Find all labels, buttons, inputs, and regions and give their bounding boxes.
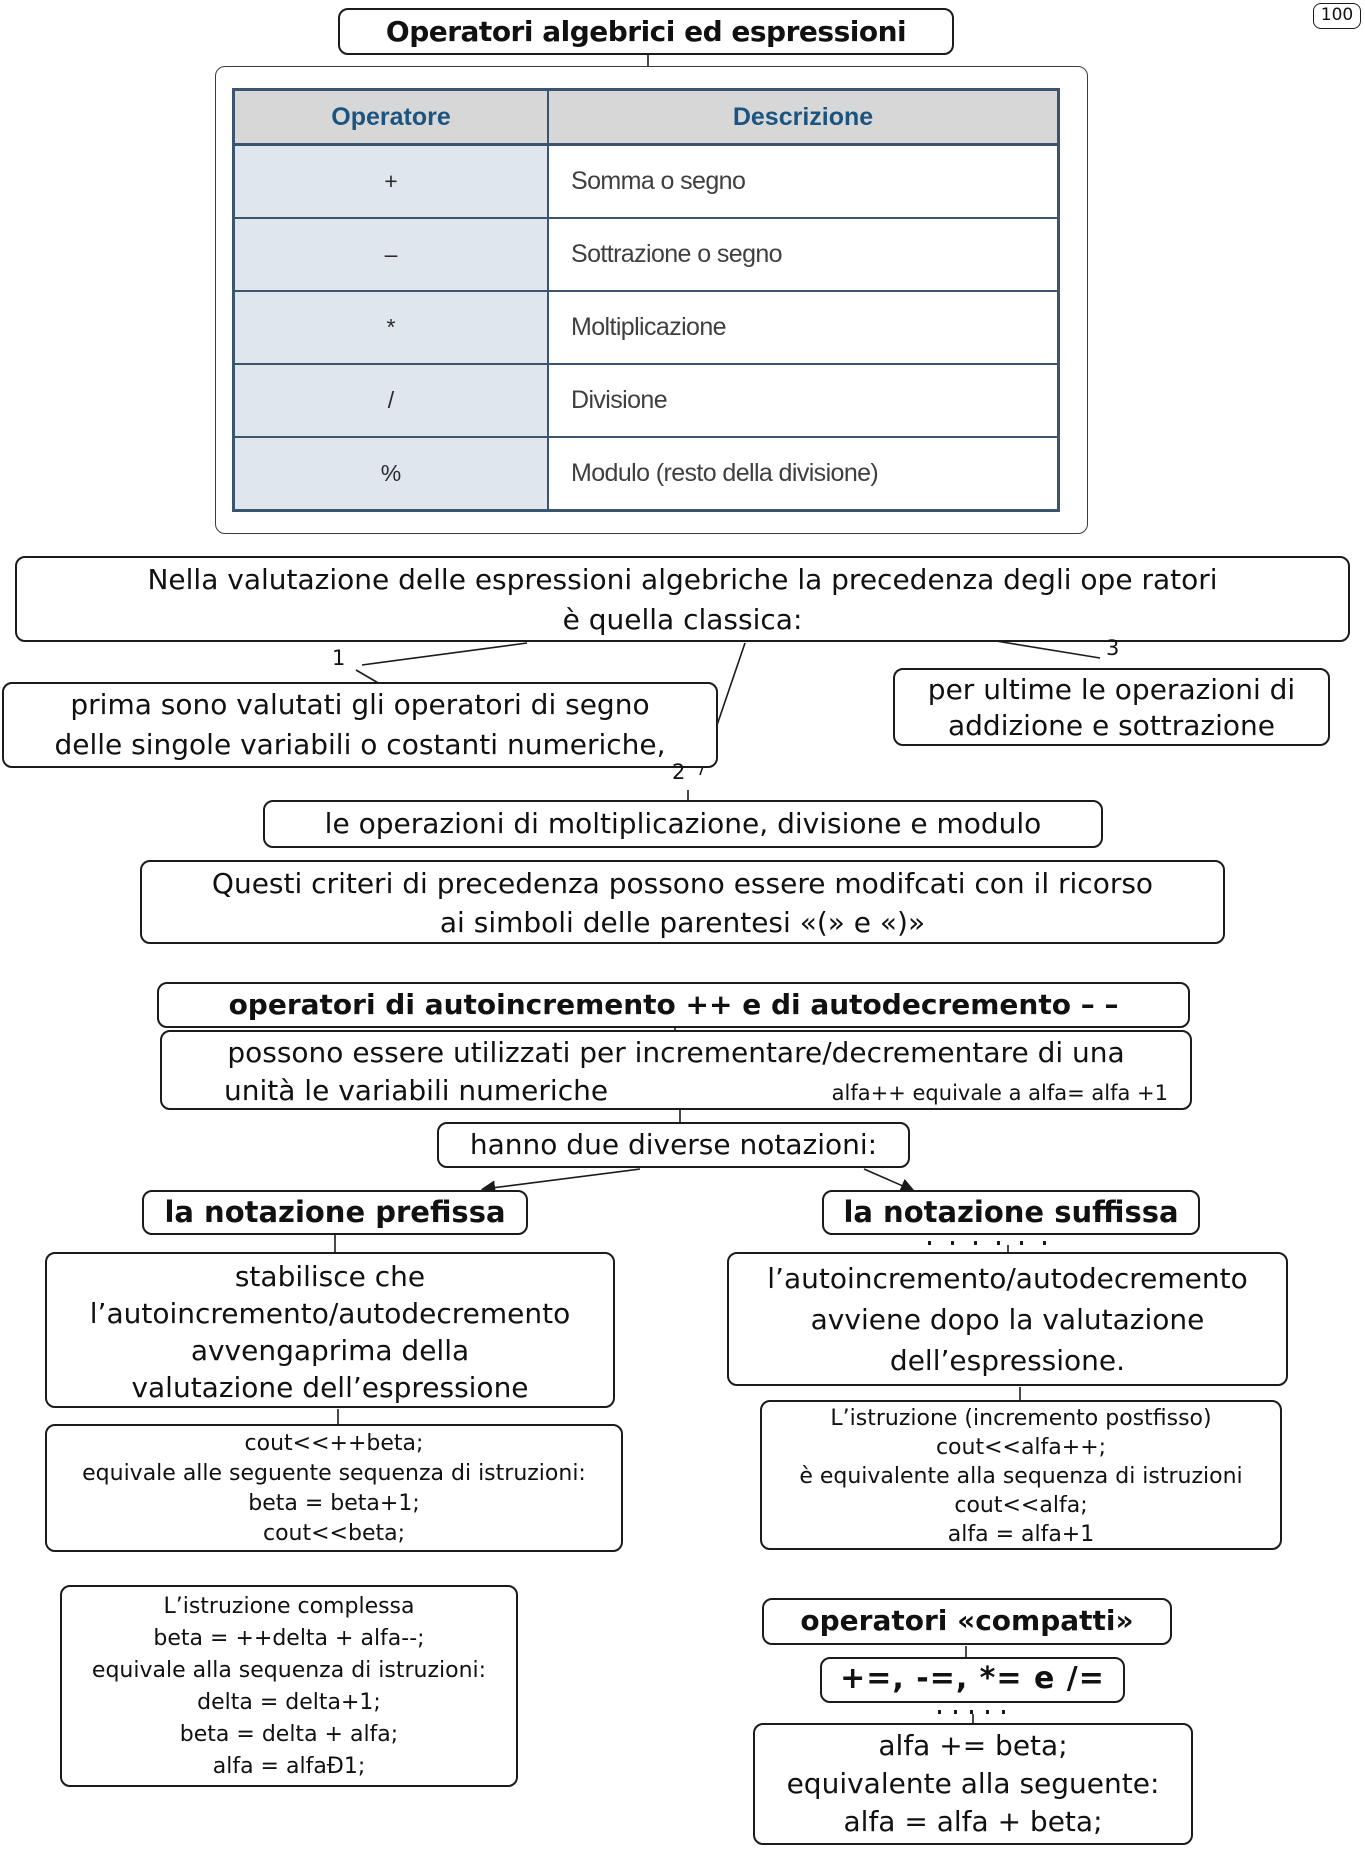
prefix-example-line: beta = beta+1; (248, 1491, 420, 1516)
complex-example-line: beta = ++delta + alfa--; (153, 1626, 425, 1651)
notations-box: hanno due diverse notazioni: (437, 1122, 910, 1168)
first-line: prima sono valutati gli operatori di segno (70, 688, 650, 721)
first-line: delle singole variabili o costanti numeriche, (54, 728, 666, 761)
autoincrement-desc-line: possono essere utilizzati per incrementare/decrementare di una (227, 1036, 1125, 1069)
intro-line: è quella classica: (562, 603, 803, 636)
prefix-desc-line: avvengaprima della (190, 1334, 470, 1367)
prefix-desc-line: l’autoincremento/autodecremento (89, 1297, 571, 1330)
compact-example-line: alfa = alfa + beta; (843, 1805, 1103, 1838)
prefix-example-line: cout<<++beta; (244, 1431, 424, 1456)
autoincrement-desc-box (160, 1030, 1192, 1110)
table-row (234, 291, 1059, 364)
suffix-notation-title-box: la notazione suffissa (822, 1190, 1200, 1235)
precedence-first-box (2, 682, 718, 768)
intro-line: Nella valutazione delle espressioni algebriche la precedenza degli ope ratori (147, 563, 1218, 596)
page-number-badge: 100 (1313, 3, 1361, 29)
complex-example-line: beta = delta + alfa; (179, 1722, 399, 1747)
prefix-example-line: equivale alle seguente sequenza di istruzioni: (82, 1461, 586, 1486)
operators-table-container (215, 66, 1088, 534)
complex-example-line: L’istruzione complessa (163, 1594, 415, 1619)
suffix-desc-line: avviene dopo la valutazione (810, 1303, 1205, 1336)
description-cell: Divisione (548, 364, 1059, 437)
operators-table (232, 88, 1060, 512)
complex-example-line: equivale alla sequenza di istruzioni: (91, 1658, 487, 1683)
precedence-second-box (263, 800, 1103, 848)
prefix-notation-title-box: la notazione prefissa (142, 1190, 528, 1235)
suffix-desc-line: dell’espressione. (889, 1344, 1126, 1377)
connector-intro-3 (996, 641, 1100, 658)
operator-cell: + (234, 145, 549, 219)
autoincrement-desc-line: unità le variabili numeriche (224, 1074, 609, 1107)
compact-example-line: alfa += beta; (878, 1729, 1068, 1762)
prefix-desc-line: stabilisce che (234, 1260, 426, 1293)
arrow-suffix (864, 1169, 912, 1190)
second-line: le operazioni di moltiplicazione, divisione e modulo (324, 807, 1042, 840)
note-line: ai simboli delle parentesi «(» e «)» (439, 906, 926, 939)
col-header-descrizione: Descrizione (548, 90, 1059, 145)
description-cell: Somma o segno (548, 145, 1059, 219)
table-row (234, 364, 1059, 437)
table-row (234, 145, 1059, 219)
operator-cell: * (234, 291, 549, 364)
suffix-example-line: cout<<alfa++; (935, 1435, 1107, 1460)
table-row (234, 437, 1059, 511)
description-cell: Moltiplicazione (548, 291, 1059, 364)
compact-operators-list-box: +=, -=, *= e /= (820, 1657, 1125, 1703)
precedence-label-1: 1 (332, 646, 346, 670)
autoincrement-header-box: operatori di autoincremento ++ e di autodecremento – – (157, 982, 1190, 1028)
complex-example-box (60, 1585, 518, 1787)
prefix-desc-line: valutazione dell’espressione (131, 1371, 529, 1404)
suffix-example-line: cout<<alfa; (954, 1493, 1088, 1518)
complex-example-line: delta = delta+1; (197, 1690, 381, 1715)
col-header-operatore: Operatore (234, 90, 549, 145)
complex-example-line: alfa = alfaÐ1; (212, 1754, 366, 1779)
description-cell: Sottrazione o segno (548, 218, 1059, 291)
third-line: per ultime le operazioni di (927, 673, 1296, 706)
operator-cell: / (234, 364, 549, 437)
parentheses-note-box (140, 860, 1225, 944)
autoincrement-example-note: alfa++ equivale a alfa= alfa +1 (831, 1081, 1168, 1105)
diagram-title: Operatori algebrici ed espressioni (338, 8, 954, 55)
third-line: addizione e sottrazione (947, 709, 1276, 742)
precedence-intro-box (15, 556, 1350, 642)
compact-operators-title-box: operatori «compatti» (762, 1598, 1172, 1645)
suffix-example-line: alfa = alfa+1 (947, 1522, 1095, 1547)
operator-cell: – (234, 218, 549, 291)
compact-example-box (753, 1723, 1193, 1845)
precedence-label-2: 2 (672, 760, 686, 784)
compact-example-line: equivalente alla seguente: (786, 1767, 1160, 1800)
prefix-example-line: cout<<beta; (262, 1521, 405, 1546)
suffix-desc-box (727, 1252, 1288, 1386)
table-header-row (234, 90, 1059, 145)
operator-cell: % (234, 437, 549, 511)
connector-intro-1 (362, 643, 527, 665)
suffix-example-box (760, 1400, 1282, 1550)
suffix-example-line: L’istruzione (incremento postfisso) (830, 1406, 1212, 1431)
table-row (234, 218, 1059, 291)
prefix-desc-box (45, 1252, 615, 1408)
precedence-label-3: 3 (1106, 636, 1120, 660)
suffix-desc-line: l’autoincremento/autodecremento (767, 1262, 1248, 1295)
precedence-third-box (893, 668, 1330, 746)
prefix-example-box (45, 1424, 623, 1552)
suffix-example-line: è equivalente alla sequenza di istruzioni (799, 1464, 1243, 1489)
arrow-prefix (484, 1169, 640, 1189)
note-line: Questi criteri di precedenza possono essere modifcati con il ricorso (211, 867, 1154, 900)
description-cell: Modulo (resto della divisione) (548, 437, 1059, 511)
